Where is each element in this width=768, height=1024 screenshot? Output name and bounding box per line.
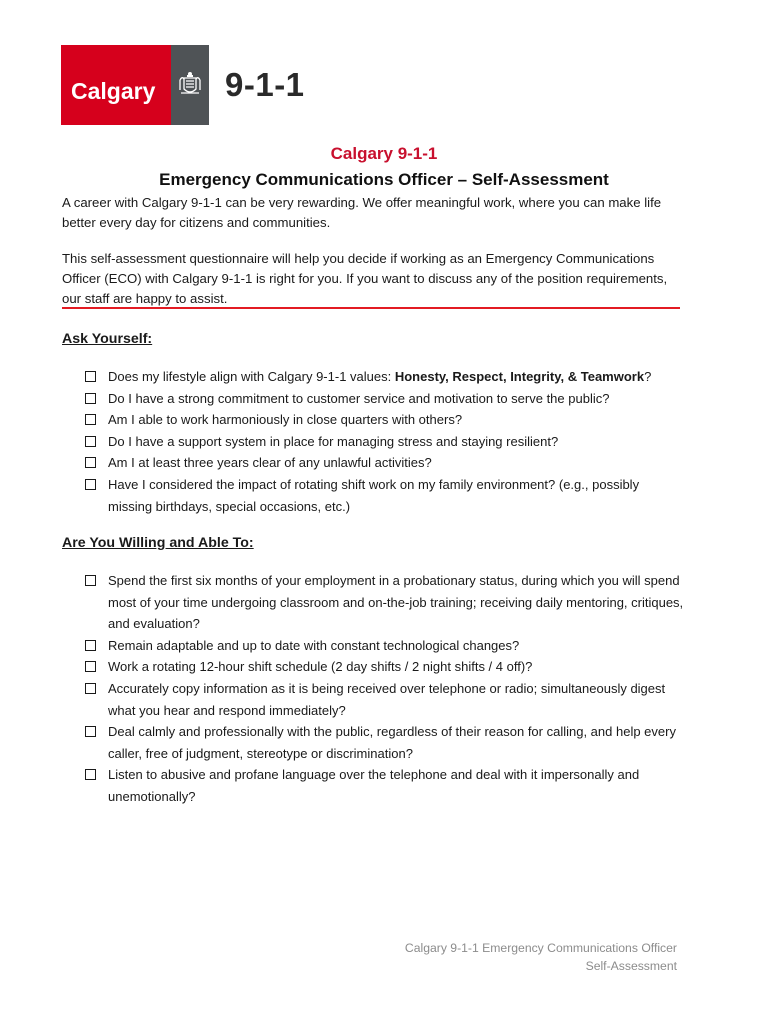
checklist-item [84, 431, 684, 453]
intro-paragraph-2: This self-assessment questionnaire will help you decide if working as an Emergency Communications Officer (ECO) with Calgary 9-1-1 is right for you. If you want to discuss any of the position requirements, our staff are happy to assist. [62, 251, 668, 306]
checkbox[interactable] [85, 726, 96, 737]
checkbox[interactable] [85, 371, 96, 382]
checklist-item-text: Have I considered the impact of rotating shift work on my family environment? (e.g., possibly missing birthdays, special occasions, etc.) [108, 476, 640, 514]
checkbox[interactable] [85, 661, 96, 672]
checklist-item [84, 764, 684, 807]
intro-paragraph-1: A career with Calgary 9-1-1 can be very rewarding. We offer meaningful work, where you can make life better every day for citizens and communities. [62, 195, 662, 230]
checkbox[interactable] [85, 457, 96, 468]
document-title: Emergency Communications Officer – Self-Assessment [159, 170, 609, 189]
section-divider [62, 307, 680, 309]
checklist-item [84, 570, 684, 635]
checklist-item [84, 409, 684, 431]
checklist-item [84, 452, 684, 474]
ask-yourself-heading: Ask Yourself: [62, 331, 153, 347]
logo-crest-block [171, 45, 209, 125]
logo-city-block [61, 45, 171, 125]
checklist-item [84, 635, 684, 657]
checklist-item [84, 678, 684, 721]
checklist-item [84, 656, 684, 678]
checkbox[interactable] [85, 640, 96, 651]
org-title: Calgary 9-1-1 [330, 144, 438, 163]
checklist-item [84, 366, 684, 388]
checklist-item-text: Work a rotating 12-hour shift schedule (2 day shifts / 2 night shifts / 4 off)? [108, 659, 533, 675]
checklist-item-text-pre: Does my lifestyle align with Calgary 9-1-1 values: [108, 369, 395, 384]
checklist-item-text: Accurately copy information as it is being received over telephone or radio; simultaneously digest what you hear and respond immediately? [108, 680, 666, 718]
checkbox[interactable] [85, 414, 96, 425]
checklist-item-text: Spend the first six months of your employment in a probationary status, during which you will spend most of your time undergoing classroom and on-the-job training; receiving daily mentoring, critiques, and evaluation? [108, 573, 684, 632]
city-crest-icon [177, 70, 203, 100]
checklist-item-text: Listen to abusive and profane language over the telephone and deal with it impersonally and unemotionally? [108, 767, 640, 804]
checkbox[interactable] [85, 769, 96, 780]
logo-city-text: Calgary [71, 77, 156, 104]
ask-yourself-checklist [84, 366, 684, 517]
willing-able-heading: Are You Willing and Able To: [62, 535, 254, 551]
checklist-item [84, 721, 684, 764]
checklist-item-text: Do I have a support system in place for managing stress and staying resilient? [108, 433, 559, 449]
calgary-911-logo [61, 45, 305, 125]
checklist-item-text: Am I at least three years clear of any unlawful activities? [108, 455, 432, 471]
page-footer [405, 939, 677, 975]
footer-line-2: Self-Assessment [585, 959, 677, 973]
checkbox[interactable] [85, 436, 96, 447]
checklist-item-text: Do I have a strong commitment to customer service and motivation to serve the public? [108, 390, 610, 406]
checklist-item [84, 474, 684, 517]
logo-number: 9-1-1 [225, 66, 305, 103]
checklist-item-text: Deal calmly and professionally with the public, regardless of their reason for calling, and help every caller, free of judgment, stereotype or discrimination? [108, 724, 676, 761]
checkbox[interactable] [85, 393, 96, 404]
checklist-item [84, 388, 684, 410]
willing-able-checklist [84, 570, 684, 808]
footer-line-1: Calgary 9-1-1 Emergency Communications Officer [404, 941, 677, 955]
checkbox[interactable] [85, 683, 96, 694]
checkbox[interactable] [85, 479, 96, 490]
checkbox[interactable] [85, 575, 96, 586]
checklist-item-values: Honesty, Respect, Integrity, & Teamwork [394, 369, 645, 384]
checklist-item-text: Remain adaptable and up to date with constant technological changes? [108, 637, 520, 653]
checklist-item-text: Am I able to work harmoniously in close quarters with others? [108, 412, 463, 428]
checklist-item-text-post: ? [644, 369, 652, 384]
